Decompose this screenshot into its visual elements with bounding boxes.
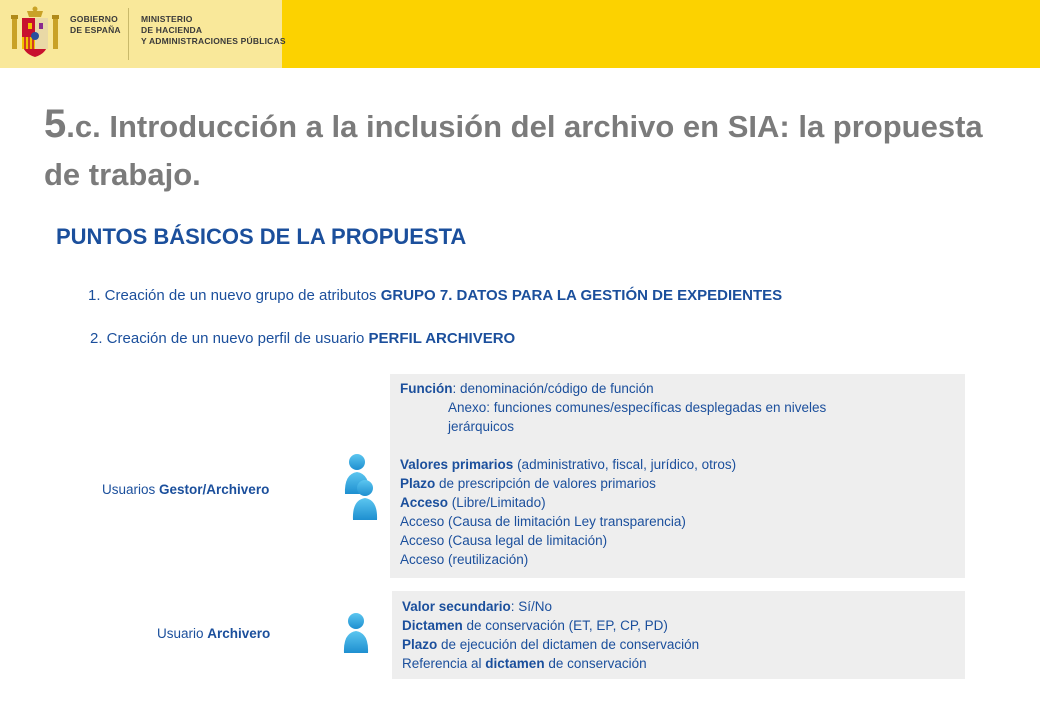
box2-l4-pre: Referencia al xyxy=(402,656,486,671)
point-2-bold: PERFIL ARCHIVERO xyxy=(368,330,516,347)
box1-l5-bold: Plazo xyxy=(400,476,436,491)
government-logo xyxy=(0,0,286,68)
user-label-2-prefix: Usuario xyxy=(157,626,208,641)
gov-line-2: DE ESPAÑA xyxy=(70,25,121,35)
box2-l1-rest: : Sí/No xyxy=(510,599,553,614)
box1-line-acceso-legal: Acceso (Causa legal de limitación) xyxy=(400,533,608,548)
header-banner xyxy=(0,0,1040,68)
user-label-gestor-archivero xyxy=(102,482,269,497)
point-1 xyxy=(88,287,782,304)
box2-l3-bold: Plazo xyxy=(402,637,438,652)
box2-line-dictamen xyxy=(402,616,668,635)
box1-line-acceso-ley: Acceso (Causa de limitación Ley transparencia) xyxy=(400,514,686,529)
box1-line-plazo xyxy=(400,474,656,493)
user-icon xyxy=(341,611,371,655)
box1-line-anexo: Anexo: funciones comunes/específicas desplegadas en niveles xyxy=(448,400,827,415)
point-1-bold: GRUPO 7. DATOS PARA LA GESTIÓN DE EXPEDIENTES xyxy=(380,287,783,304)
attributes-box-gestor xyxy=(390,374,965,578)
box1-line-jerarquicos: jerárquicos xyxy=(448,419,515,434)
box1-l6-bold: Acceso xyxy=(400,495,449,510)
box1-line-acceso xyxy=(400,493,546,512)
box1-l1-rest: : denominación/código de función xyxy=(452,381,654,396)
ministry-name xyxy=(141,14,286,47)
logo-divider xyxy=(128,8,129,60)
user-label-1-role: Gestor/Archivero xyxy=(159,482,270,497)
gov-line-1: GOBIERNO xyxy=(70,14,118,24)
box2-l1-bold: Valor secundario xyxy=(402,599,511,614)
attributes-box-archivero xyxy=(392,591,965,679)
box1-line-funcion xyxy=(400,379,654,398)
title-text: .c. Introducción a la inclusión del archivo en SIA: la propuesta de trabajo. xyxy=(44,109,983,192)
user-icon xyxy=(350,478,380,522)
point-2 xyxy=(90,330,515,347)
ministry-line-1: MINISTERIO xyxy=(141,14,193,24)
slide-title xyxy=(44,100,1004,199)
user-label-1-prefix: Usuarios xyxy=(102,482,160,497)
user-label-2-role: Archivero xyxy=(207,626,271,641)
box2-l3-rest: de ejecución del dictamen de conservación xyxy=(437,637,700,652)
point-2-text: 2. Creación de un nuevo perfil de usuario xyxy=(90,330,369,347)
box2-l4-post: de conservación xyxy=(544,656,647,671)
box1-line-valores xyxy=(400,455,736,474)
ministry-line-3: Y ADMINISTRACIONES PÚBLICAS xyxy=(141,36,286,46)
box2-l2-bold: Dictamen xyxy=(402,618,463,633)
box2-l2-rest: de conservación (ET, EP, CP, PD) xyxy=(462,618,668,633)
box2-line-plazo xyxy=(402,635,699,654)
box1-line-acceso-reutilizacion: Acceso (reutilización) xyxy=(400,552,529,567)
box2-l4-bold: dictamen xyxy=(485,656,545,671)
ministry-line-2: DE HACIENDA xyxy=(141,25,203,35)
box1-l4-bold: Valores primarios xyxy=(400,457,514,472)
spain-coat-of-arms-icon xyxy=(10,5,60,61)
section-title: PUNTOS BÁSICOS DE LA PROPUESTA xyxy=(56,224,467,249)
box1-l4-rest: (administrativo, fiscal, jurídico, otros) xyxy=(513,457,737,472)
title-number: 5 xyxy=(44,102,67,146)
user-label-archivero xyxy=(157,626,270,641)
box2-line-valor xyxy=(402,597,552,616)
point-1-text: 1. Creación de un nuevo grupo de atributos xyxy=(88,287,381,304)
box1-l6-rest: (Libre/Limitado) xyxy=(448,495,546,510)
government-name xyxy=(70,14,121,36)
box1-l1-bold: Función xyxy=(400,381,453,396)
box1-l5-rest: de prescripción de valores primarios xyxy=(435,476,656,491)
box2-line-referencia xyxy=(402,654,647,673)
